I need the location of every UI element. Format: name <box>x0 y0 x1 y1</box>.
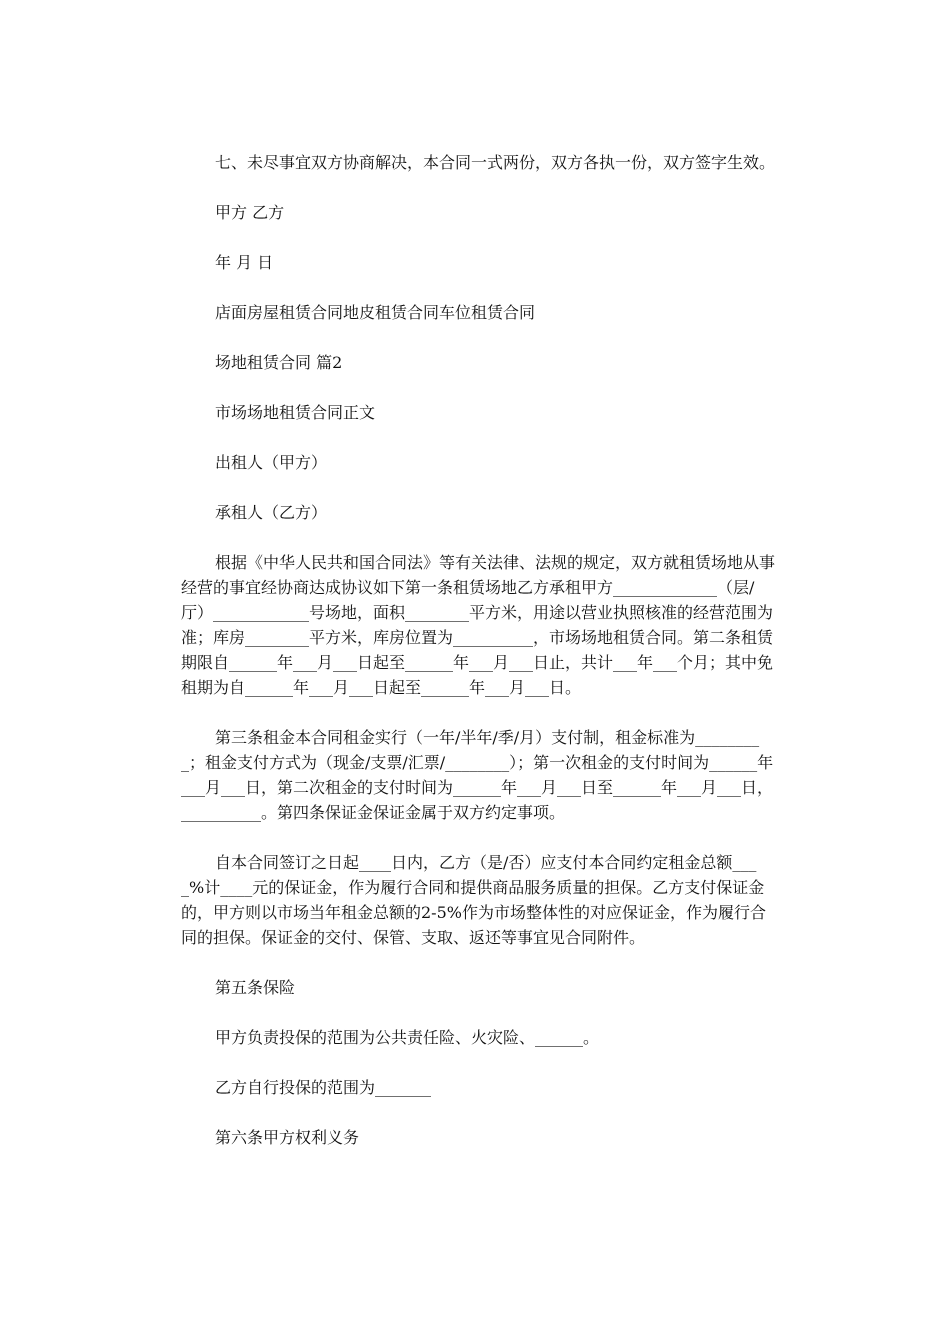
clause-five-heading: 第五条保险 <box>215 978 296 997</box>
document-body <box>181 150 775 1175</box>
section-title: 场地租赁合同 篇2 <box>215 353 343 372</box>
clause-one-two: 根据《中华人民共和国合同法》等有关法律、法规的规定，双方就租赁场地从事经营的事宜经协商达成协议如下第一条租赁场地乙方承租甲方_____________（层/厅）____________号场地，面积________平方米，用途以营业执照核准的经营范围为准；库房________平方米，库房位置为__________，市场场地租赁合同。第二条租赁期限自______年___月___日起至______年___月___日止，共计___年___个月；其中免租期为自______年___月___日起至______年___月___日。 <box>181 553 776 697</box>
lessor-insurance: 甲方负责投保的范围为公共责任险、火灾险、______。 <box>215 1028 600 1047</box>
signature-parties: 甲方 乙方 <box>215 203 285 222</box>
lessee-label: 承租人（乙方） <box>215 503 328 522</box>
lessee-insurance: 乙方自行投保的范围为_______ <box>215 1078 432 1097</box>
lessor-label: 出租人（甲方） <box>215 453 328 472</box>
clause-six-heading: 第六条甲方权利义务 <box>215 1128 360 1147</box>
related-contracts: 店面房屋租赁合同地皮租赁合同车位租赁合同 <box>215 303 536 322</box>
signature-date: 年 月 日 <box>215 253 274 272</box>
contract-title: 市场场地租赁合同正文 <box>215 403 376 422</box>
clause-three-four: 第三条租金本合同租金实行（一年/半年/季/月）支付制，租金标准为_________；租金支付方式为（现金/支票/汇票/________）；第一次租金的支付时间为______年___月___日，第二次租金的支付时间为______年___月___日至______年___月___日，__________。第四条保证金保证金属于双方约定事项。 <box>181 728 774 822</box>
deposit-paragraph: 自本合同签订之日起____日内，乙方（是/否）应支付本合同约定租金总额____%计____元的保证金，作为履行合同和提供商品服务质量的担保。乙方支付保证金的，甲方则以市场当年租金总额的2-5%作为市场整体性的对应保证金，作为履行合同的担保。保证金的交付、保管、支取、返还等事宜见合同附件。 <box>181 853 766 947</box>
clause-seven: 七、未尽事宜双方协商解决，本合同一式两份，双方各执一份，双方签字生效。 <box>215 153 776 172</box>
